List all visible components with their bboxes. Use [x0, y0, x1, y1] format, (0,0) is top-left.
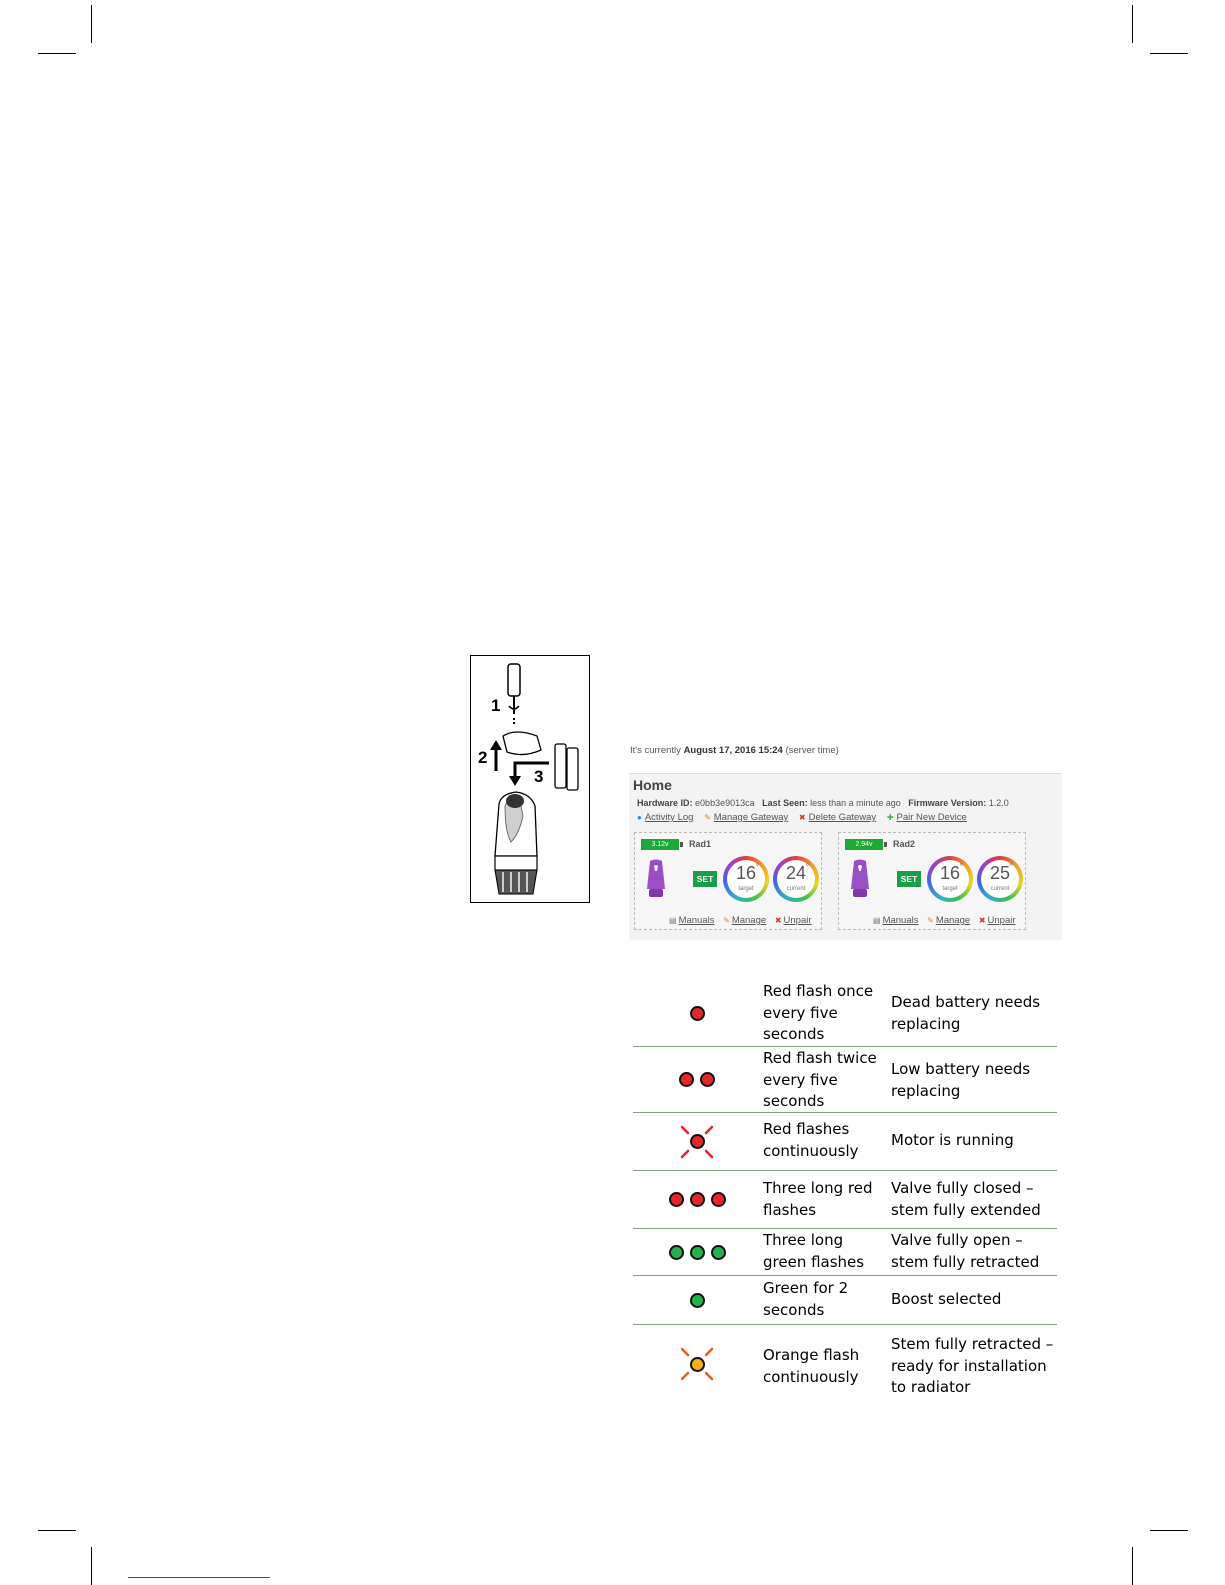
table-row: [633, 981, 1057, 1047]
crop-mark: [38, 53, 76, 54]
led-pattern: Three long green flashes: [763, 1231, 865, 1271]
led-meaning: Stem fully retracted – ready for installation to radiator: [891, 1335, 1054, 1396]
trv-device-icon: [645, 859, 667, 899]
gateway-meta: [637, 798, 1009, 808]
green-led-icon: [690, 1245, 705, 1260]
led-symbol: [633, 1325, 761, 1403]
manage-link[interactable]: Manage: [731, 915, 767, 926]
led-pattern: Red flashes continuously: [763, 1120, 859, 1160]
degree-icon: °: [959, 862, 963, 871]
table-row: [633, 1276, 1057, 1325]
crop-mark: [38, 1530, 76, 1531]
led-meaning: Valve fully open – stem fully retracted: [891, 1231, 1040, 1271]
degree-icon: °: [805, 862, 809, 871]
green-led-icon: [690, 1293, 705, 1308]
step-1-label: 1: [491, 696, 501, 715]
info-icon: ●: [637, 813, 642, 822]
led-pattern: Red flash once every five seconds: [763, 982, 874, 1043]
target-temp-value: 16: [735, 863, 757, 883]
current-label: current: [786, 886, 806, 892]
led-pattern: Orange flash continuously: [763, 1346, 860, 1386]
firmware-label: Firmware Version:: [908, 798, 987, 808]
led-symbol: [633, 1276, 761, 1324]
led-status-table: [633, 981, 1057, 1403]
table-row: [633, 1047, 1057, 1113]
led-meaning: Dead battery needs replacing: [891, 993, 1041, 1033]
red-led-icon: [690, 1192, 705, 1207]
step-2-label: 2: [478, 748, 488, 767]
led-symbol: [633, 1229, 761, 1275]
pencil-icon: ✎: [723, 916, 730, 925]
manage-link[interactable]: Manage: [935, 915, 971, 926]
green-led-icon: [711, 1245, 726, 1260]
crop-mark: [1132, 1547, 1133, 1585]
manuals-link[interactable]: Manuals: [882, 915, 919, 926]
orange-flashing-led-icon: [678, 1345, 716, 1383]
server-time: August 17, 2016 15:24: [683, 745, 783, 756]
delete-icon: ✖: [774, 916, 782, 925]
target-temp-gauge: [723, 856, 769, 902]
red-led-icon: [679, 1072, 694, 1087]
document-icon: ▤: [669, 916, 677, 925]
crop-mark: [1150, 1530, 1188, 1531]
last-seen-value: less than a minute ago: [810, 798, 901, 808]
led-meaning: Low battery needs replacing: [891, 1060, 1031, 1100]
device-actions: [873, 915, 1022, 926]
target-label: target: [942, 886, 958, 892]
target-temp-value: 16: [939, 863, 961, 883]
document-icon: ▤: [873, 916, 881, 925]
pencil-icon: ✎: [927, 916, 934, 925]
led-pattern: Green for 2 seconds: [763, 1279, 849, 1319]
green-led-icon: [669, 1245, 684, 1260]
battery-replacement-illustration: [470, 655, 590, 903]
crop-mark: [91, 1547, 92, 1585]
gateway-panel: [629, 773, 1062, 940]
battery-badge: 3.12v: [641, 839, 679, 850]
pair-new-device-link[interactable]: Pair New Device: [896, 812, 967, 823]
delete-icon: ✖: [978, 916, 986, 925]
led-meaning: Boost selected: [891, 1290, 1002, 1308]
device-name: Rad2: [893, 839, 916, 849]
pencil-icon: ✎: [704, 813, 711, 822]
crop-mark: [91, 5, 92, 43]
delete-icon: ✖: [798, 813, 806, 822]
device-actions: [669, 915, 818, 926]
degree-icon: °: [1009, 862, 1013, 871]
crop-mark: [1132, 5, 1133, 43]
table-row: [633, 1113, 1057, 1171]
device-card-rad1: [634, 832, 822, 930]
led-symbol: [633, 1047, 761, 1112]
battery-replacement-drawing: [471, 656, 591, 904]
current-temp-gauge: [977, 856, 1023, 902]
led-symbol: [633, 1113, 761, 1170]
current-temp-value: 25: [989, 863, 1011, 883]
manuals-link[interactable]: Manuals: [678, 915, 715, 926]
led-meaning: Motor is running: [891, 1131, 1014, 1149]
target-temp-gauge: [927, 856, 973, 902]
red-led-icon: [669, 1192, 684, 1207]
red-led-icon: [700, 1072, 715, 1087]
device-card-rad2: [838, 832, 1026, 930]
hardware-id-label: Hardware ID:: [637, 798, 693, 808]
plus-icon: ✚: [886, 813, 894, 822]
table-row: [633, 1171, 1057, 1229]
red-flashing-led-icon: [678, 1123, 716, 1161]
set-button[interactable]: SET: [693, 871, 717, 887]
led-symbol: [633, 1171, 761, 1228]
degree-icon: °: [755, 862, 759, 871]
server-time-note: [630, 745, 839, 756]
led-symbol: [633, 981, 761, 1046]
current-temp-gauge: [773, 856, 819, 902]
note-suffix: (server time): [785, 745, 839, 756]
set-button[interactable]: SET: [897, 871, 921, 887]
last-seen-label: Last Seen:: [762, 798, 808, 808]
current-temp-value: 24: [785, 863, 807, 883]
device-name: Rad1: [689, 839, 712, 849]
firmware-value: 1.2.0: [988, 798, 1009, 808]
note-prefix: It's currently: [630, 745, 681, 756]
unpair-link[interactable]: Unpair: [987, 915, 1016, 926]
led-pattern: Three long red flashes: [763, 1179, 873, 1219]
trv-device-icon: [849, 859, 871, 899]
unpair-link[interactable]: Unpair: [783, 915, 812, 926]
gateway-links: [637, 812, 975, 823]
table-row: [633, 1325, 1057, 1403]
hardware-id-value: e0bb3e9013ca: [695, 798, 755, 808]
red-led-icon: [690, 1006, 705, 1021]
led-pattern: Red flash twice every five seconds: [763, 1049, 877, 1110]
delete-gateway-link[interactable]: Delete Gateway: [808, 812, 877, 823]
activity-log-link[interactable]: Activity Log: [644, 812, 694, 823]
crop-mark: [1150, 53, 1188, 54]
led-meaning: Valve fully closed – stem fully extended: [891, 1179, 1041, 1219]
current-label: current: [990, 886, 1010, 892]
footer-link-underline: [128, 1577, 270, 1578]
battery-badge: 2.94v: [845, 839, 883, 850]
table-row: [633, 1229, 1057, 1276]
target-label: target: [738, 886, 754, 892]
gateway-title: Home: [633, 777, 672, 793]
red-led-icon: [711, 1192, 726, 1207]
manage-gateway-link[interactable]: Manage Gateway: [713, 812, 789, 823]
step-3-label: 3: [534, 767, 544, 786]
